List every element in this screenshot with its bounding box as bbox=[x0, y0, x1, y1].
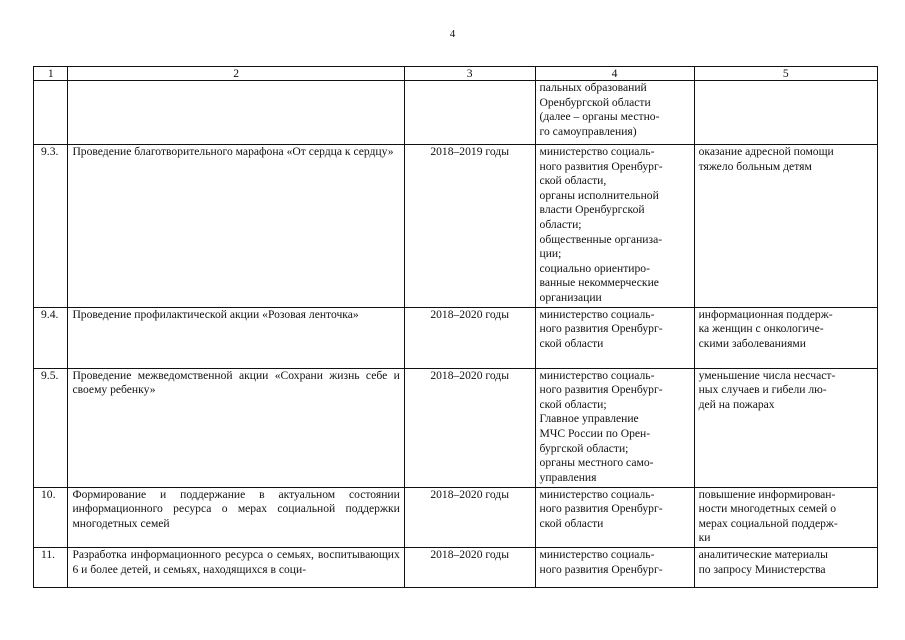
expected-result bbox=[694, 81, 877, 145]
executor-line: ного развития Оренбург- bbox=[539, 159, 663, 173]
table-header-row bbox=[34, 67, 878, 81]
table-row bbox=[34, 145, 878, 308]
table-row bbox=[34, 307, 878, 368]
executor-line: управления bbox=[539, 470, 597, 484]
result-line: ка женщин с онкологиче- bbox=[698, 322, 824, 336]
item-number: 9.3. bbox=[34, 145, 68, 308]
column-header: 4 bbox=[535, 67, 694, 81]
item-number bbox=[34, 81, 68, 145]
expected-result bbox=[694, 307, 877, 368]
result-line: тяжело больным детям bbox=[698, 159, 812, 173]
executor-line: министерство социаль- bbox=[539, 307, 655, 321]
item-number: 9.5. bbox=[34, 368, 68, 487]
implementation-period: 2018–2020 годы bbox=[404, 547, 535, 587]
responsible-executors bbox=[535, 547, 694, 587]
executor-line: органы местного само- bbox=[539, 456, 654, 470]
result-line: информационная поддерж- bbox=[698, 307, 833, 321]
table-row bbox=[34, 368, 878, 487]
executor-line: ской области; bbox=[539, 397, 607, 411]
expected-result bbox=[694, 487, 877, 547]
result-line: повышение информирован- bbox=[698, 487, 836, 501]
column-header: 3 bbox=[404, 67, 535, 81]
responsible-executors bbox=[535, 81, 694, 145]
responsible-executors bbox=[535, 307, 694, 368]
executor-line: министерство социаль- bbox=[539, 145, 655, 158]
measure-name: Проведение профилактической акции «Розовая ленточка» bbox=[68, 307, 404, 368]
executor-line: бургской области; bbox=[539, 441, 629, 455]
measures-table bbox=[33, 66, 878, 588]
executor-line: министерство социаль- bbox=[539, 547, 655, 561]
column-header: 5 bbox=[694, 67, 877, 81]
executor-line: общественные организа- bbox=[539, 232, 663, 246]
executor-line: пальных образований bbox=[539, 81, 647, 94]
executor-line: Оренбургской области bbox=[539, 95, 651, 109]
measure-name: Разработка информационного ресурса о семьях, воспитывающих 6 и более детей, и семьях, находящихся в соци- bbox=[68, 547, 404, 587]
implementation-period: 2018–2020 годы bbox=[404, 487, 535, 547]
responsible-executors bbox=[535, 487, 694, 547]
responsible-executors bbox=[535, 145, 694, 308]
executor-line: ного развития Оренбург- bbox=[539, 383, 663, 397]
result-line: мерах социальной поддерж- bbox=[698, 516, 838, 530]
executor-line: органы исполнительной bbox=[539, 188, 659, 202]
executor-line: министерство социаль- bbox=[539, 487, 655, 501]
executor-line: организации bbox=[539, 290, 602, 304]
result-line: уменьшение числа несчаст- bbox=[698, 368, 836, 382]
executor-line: социально ориентиро- bbox=[539, 261, 650, 275]
executor-line: ской области bbox=[539, 336, 604, 350]
executor-line: области; bbox=[539, 217, 582, 231]
implementation-period: 2018–2020 годы bbox=[404, 368, 535, 487]
result-line: ки bbox=[698, 531, 711, 545]
result-line: ных случаев и гибели лю- bbox=[698, 383, 827, 397]
executor-line: ции; bbox=[539, 247, 562, 261]
item-number: 10. bbox=[34, 487, 68, 547]
executor-line: ного развития Оренбург- bbox=[539, 322, 663, 336]
implementation-period bbox=[404, 81, 535, 145]
implementation-period: 2018–2020 годы bbox=[404, 307, 535, 368]
expected-result bbox=[694, 368, 877, 487]
implementation-period: 2018–2019 годы bbox=[404, 145, 535, 308]
item-number: 9.4. bbox=[34, 307, 68, 368]
measure-name: Проведение межведомственной акции «Сохрани жизнь себе и своему ребенку» bbox=[68, 368, 404, 487]
executor-line: (далее – органы местно- bbox=[539, 110, 660, 124]
executor-line: власти Оренбургской bbox=[539, 203, 645, 217]
executor-line: ного развития Оренбург- bbox=[539, 562, 663, 576]
executor-line: го самоуправления) bbox=[539, 124, 637, 138]
result-line: скими заболеваниями bbox=[698, 336, 806, 350]
result-line: аналитические материалы bbox=[698, 547, 828, 561]
executor-line: ванные некоммерческие bbox=[539, 276, 659, 290]
measure-name bbox=[68, 81, 404, 145]
page-number: 4 bbox=[449, 28, 456, 40]
result-line: оказание адресной помощи bbox=[698, 145, 834, 158]
executor-line: Главное управление bbox=[539, 412, 639, 426]
executor-line: ской области, bbox=[539, 174, 607, 188]
column-header: 1 bbox=[34, 67, 68, 81]
measure-name: Проведение благотворительного марафона «От сердца к сердцу» bbox=[68, 145, 404, 308]
table-row bbox=[34, 81, 878, 145]
expected-result bbox=[694, 547, 877, 587]
item-number: 11. bbox=[34, 547, 68, 587]
table-row bbox=[34, 547, 878, 587]
executor-line: министерство социаль- bbox=[539, 368, 655, 382]
result-line: ности многодетных семей о bbox=[698, 502, 837, 516]
responsible-executors bbox=[535, 368, 694, 487]
column-header: 2 bbox=[68, 67, 404, 81]
result-line: дей на пожарах bbox=[698, 397, 775, 411]
executor-line: ного развития Оренбург- bbox=[539, 502, 663, 516]
executor-line: ской области bbox=[539, 516, 604, 530]
expected-result bbox=[694, 145, 877, 308]
table-row bbox=[34, 487, 878, 547]
result-line: по запросу Министерства bbox=[698, 562, 826, 576]
executor-line: МЧС России по Орен- bbox=[539, 426, 651, 440]
measure-name: Формирование и поддержание в актуальном состоянии информационного ресурса о мерах социальной поддержки многодетных семей bbox=[68, 487, 404, 547]
